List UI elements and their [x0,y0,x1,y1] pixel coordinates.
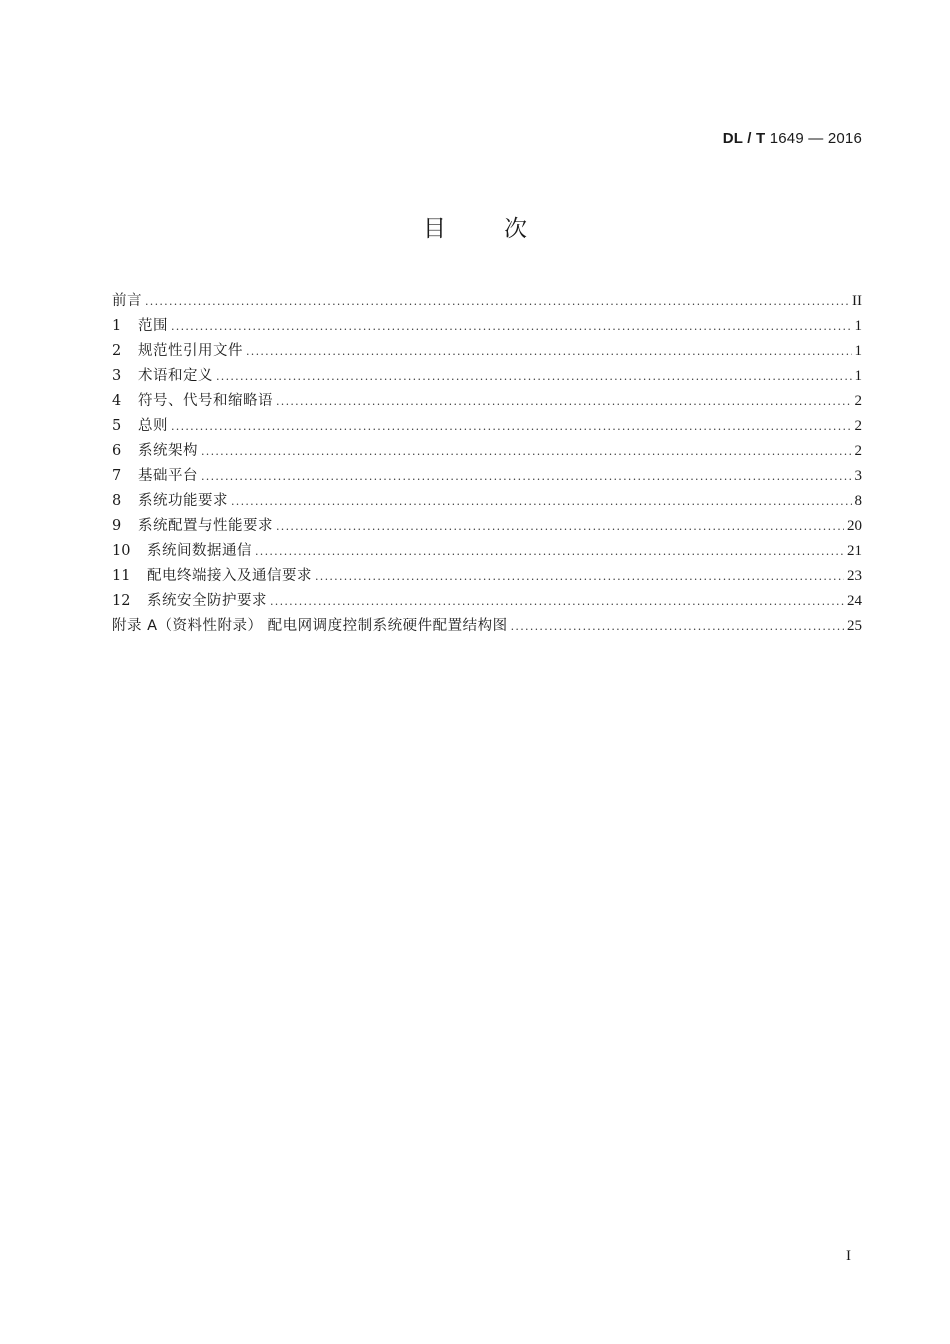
document-code-number: 1649 — 2016 [765,130,862,147]
toc-entry-page: 2 [854,443,862,459]
toc-leader-dots [231,489,852,514]
toc-entry-label: 系统安全防护要求 [147,593,267,609]
toc-leader-dots [276,514,844,539]
toc-entry-number: 11 [112,568,131,584]
toc-entry-12[interactable] [112,589,862,614]
toc-entry-page: 23 [847,568,862,584]
toc-entry-label: 符号、代号和缩略语 [138,393,273,409]
toc-entry-page: 8 [854,493,862,509]
toc-entry-page: 1 [854,318,862,334]
toc-entry-8[interactable] [112,489,862,514]
toc-entry-label: 附录 A（资料性附录） 配电网调度控制系统硬件配置结构图 [112,618,508,634]
toc-entry-4[interactable] [112,389,862,414]
toc-entry-label: 前言 [112,293,142,309]
toc-entry-6[interactable] [112,439,862,464]
toc-entry-page: 3 [854,468,862,484]
toc-entry-10[interactable] [112,539,862,564]
document-code-prefix: DL / T [722,130,766,147]
toc-entry-3[interactable] [112,364,862,389]
toc-entry-page: 1 [854,368,862,384]
toc-entry-7[interactable] [112,464,862,489]
toc-leader-dots [255,539,844,564]
toc-entry-number: 1 [112,318,122,334]
toc-leader-dots [145,289,849,314]
toc-entry-number: 4 [112,393,122,409]
toc-entry-page: 1 [854,343,862,359]
toc-entry-5[interactable] [112,414,862,439]
toc-leader-dots [201,439,852,464]
document-code [723,130,862,147]
toc-entry-page: II [852,293,862,309]
toc-leader-dots [511,614,844,639]
toc-entry-1[interactable] [112,314,862,339]
toc-entry-label: 术语和定义 [138,368,213,384]
toc-entry-number: 5 [112,418,122,434]
toc-entry-2[interactable] [112,339,862,364]
toc-entry-label: 系统功能要求 [138,493,228,509]
page-number: I [846,1248,851,1264]
toc-entry-label: 总则 [138,418,168,434]
toc-entry-appendix-a[interactable] [112,614,862,639]
toc-entry-label: 规范性引用文件 [138,343,243,359]
table-of-contents [112,289,862,639]
toc-entry-number: 6 [112,443,122,459]
toc-entry-label: 范围 [138,318,168,334]
toc-entry-page: 24 [847,593,862,609]
toc-entry-page: 21 [847,543,862,559]
toc-leader-dots [216,364,852,389]
toc-entry-label: 系统间数据通信 [147,543,252,559]
toc-leader-dots [276,389,852,414]
toc-entry-9[interactable] [112,514,862,539]
toc-entry-number: 3 [112,368,122,384]
toc-entry-number: 9 [112,518,122,534]
toc-leader-dots [171,414,852,439]
toc-leader-dots [201,464,852,489]
toc-leader-dots [270,589,844,614]
toc-entry-label: 配电终端接入及通信要求 [147,568,312,584]
toc-entry-number: 8 [112,493,122,509]
toc-leader-dots [315,564,844,589]
toc-entry-11[interactable] [112,564,862,589]
toc-entry-number: 10 [112,543,131,559]
toc-entry-number: 2 [112,343,122,359]
toc-entry-page: 20 [847,518,862,534]
toc-entry-foreword[interactable] [112,289,862,314]
toc-entry-page: 2 [854,393,862,409]
page-title: 目次 [423,216,585,242]
toc-entry-page: 2 [854,418,862,434]
toc-leader-dots [171,314,852,339]
toc-entry-number: 7 [112,468,122,484]
toc-entry-page: 25 [847,618,862,634]
toc-leader-dots [246,339,852,364]
toc-entry-number: 12 [112,593,131,609]
toc-entry-label: 系统配置与性能要求 [138,518,273,534]
toc-entry-label: 基础平台 [138,468,198,484]
toc-entry-label: 系统架构 [138,443,198,459]
